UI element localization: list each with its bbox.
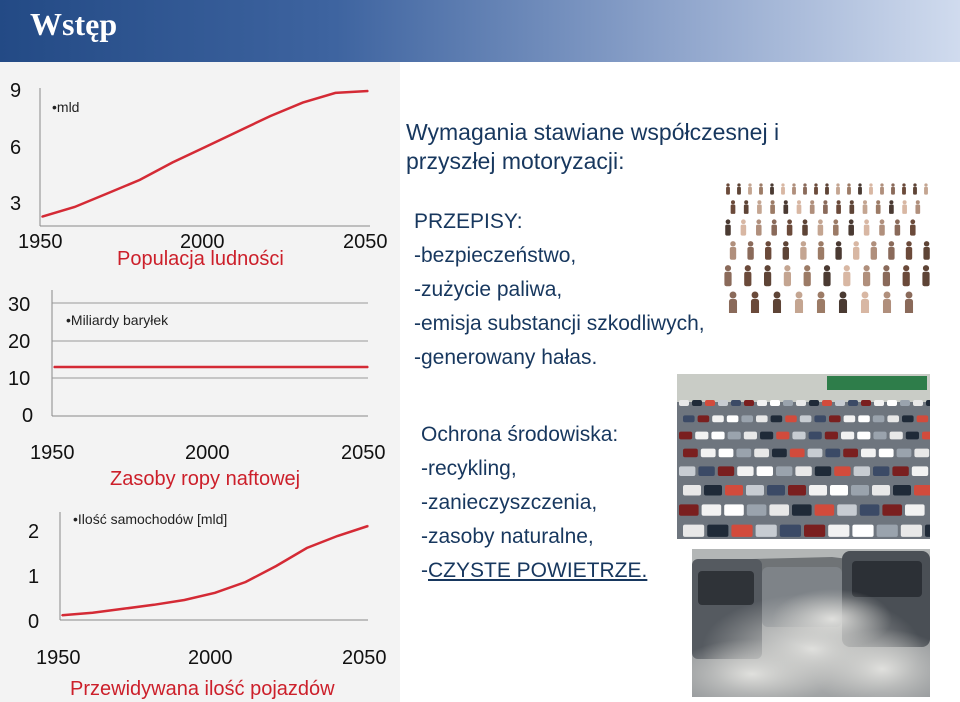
car-shape bbox=[756, 415, 768, 422]
data-point bbox=[335, 92, 337, 94]
car-shape bbox=[902, 415, 914, 422]
car-shape bbox=[914, 485, 930, 496]
data-point bbox=[275, 565, 277, 567]
przepisy-item: -generowany hałas. bbox=[414, 346, 598, 369]
y-tick-label: 30 bbox=[8, 294, 31, 316]
person-figure bbox=[803, 183, 807, 194]
car-shape bbox=[780, 525, 801, 537]
person-figure bbox=[910, 219, 916, 235]
person-figure bbox=[895, 219, 901, 235]
car-shape bbox=[873, 432, 886, 440]
person-figure bbox=[853, 241, 859, 260]
przepisy-item: -bezpieczeństwo, bbox=[414, 244, 577, 267]
person-figure bbox=[848, 219, 854, 235]
car-shape bbox=[679, 400, 689, 406]
car-shape bbox=[747, 504, 767, 515]
person-figure bbox=[861, 292, 869, 313]
oil-chart-svg bbox=[0, 272, 400, 494]
car-shape bbox=[692, 400, 702, 406]
ochrona-item: -zanieczyszczenia, bbox=[421, 491, 598, 514]
traffic-jam-icon bbox=[677, 374, 930, 539]
car-shape bbox=[841, 432, 854, 440]
clean-air-emphasis: CZYSTE POWIETRZE. bbox=[428, 559, 648, 582]
person-figure bbox=[725, 219, 731, 235]
person-figure bbox=[787, 219, 793, 235]
car-shape bbox=[785, 415, 797, 422]
x-tick-label: 1950 bbox=[30, 442, 75, 464]
data-point bbox=[139, 179, 141, 181]
person-figure bbox=[817, 292, 825, 313]
y-tick-label: 9 bbox=[10, 80, 22, 102]
person-figure bbox=[781, 183, 785, 194]
chart-title: Zasoby ropy naftowej bbox=[110, 468, 301, 490]
car-shape bbox=[906, 432, 919, 440]
person-figure bbox=[922, 265, 929, 286]
person-figure bbox=[773, 292, 781, 313]
car-shape bbox=[809, 485, 827, 496]
person-figure bbox=[751, 292, 759, 313]
car-shape bbox=[914, 449, 929, 458]
person-figure bbox=[836, 200, 841, 214]
person-figure bbox=[814, 183, 818, 194]
car-shape bbox=[804, 525, 825, 537]
car-shape bbox=[830, 485, 848, 496]
slide-title: Wstęp bbox=[30, 6, 118, 42]
data-point bbox=[367, 90, 369, 92]
crowd-icon bbox=[722, 171, 932, 313]
population-chart bbox=[0, 62, 400, 272]
person-figure bbox=[759, 183, 763, 194]
car-shape bbox=[843, 449, 858, 458]
car-shape bbox=[754, 449, 769, 458]
car-shape bbox=[679, 504, 699, 515]
y-tick-label: 1 bbox=[28, 566, 40, 588]
car-shape bbox=[800, 415, 812, 422]
car-shape bbox=[808, 449, 823, 458]
car-shape bbox=[725, 485, 743, 496]
person-figure bbox=[726, 183, 730, 194]
car-shape bbox=[757, 466, 773, 476]
data-point bbox=[306, 547, 308, 549]
x-tick-label: 1950 bbox=[18, 231, 63, 253]
data-point bbox=[53, 366, 55, 368]
car-shape bbox=[890, 432, 903, 440]
car-shape bbox=[683, 525, 704, 537]
car-shape bbox=[757, 400, 767, 406]
person-figure bbox=[833, 219, 839, 235]
legend-label: •Miliardy baryłek bbox=[66, 312, 169, 328]
car-shape bbox=[683, 449, 698, 458]
person-figure bbox=[783, 200, 788, 214]
person-figure bbox=[835, 241, 841, 260]
car-shape bbox=[913, 400, 923, 406]
person-figure bbox=[730, 241, 736, 260]
car-shape bbox=[905, 504, 925, 515]
car-shape bbox=[814, 415, 826, 422]
person-figure bbox=[863, 265, 870, 286]
przepisy-title: PRZEPISY: bbox=[414, 210, 523, 233]
person-figure bbox=[880, 183, 884, 194]
person-figure bbox=[836, 183, 840, 194]
car-shape bbox=[698, 415, 710, 422]
person-figure bbox=[731, 200, 736, 214]
exhaust-photo bbox=[692, 549, 930, 697]
series-line bbox=[62, 526, 368, 615]
car-shape bbox=[728, 432, 741, 440]
car-shape bbox=[828, 525, 849, 537]
chart-title: Przewidywana ilość pojazdów bbox=[70, 678, 335, 700]
oil-chart bbox=[0, 272, 400, 494]
y-tick-label: 20 bbox=[8, 331, 31, 353]
person-figure bbox=[810, 200, 815, 214]
car-shape bbox=[771, 415, 783, 422]
person-figure bbox=[863, 200, 868, 214]
car-shape bbox=[861, 400, 871, 406]
data-point bbox=[74, 206, 76, 208]
x-tick-label: 2050 bbox=[343, 231, 388, 253]
car-shape bbox=[829, 415, 841, 422]
person-figure bbox=[744, 200, 749, 214]
y-tick-label: 0 bbox=[22, 405, 34, 427]
car-shape bbox=[704, 485, 722, 496]
car-shape bbox=[874, 400, 884, 406]
heading-line: Wymagania stawiane współczesnej i bbox=[406, 119, 780, 145]
car-shape bbox=[741, 415, 753, 422]
car-shape bbox=[834, 466, 850, 476]
car-shape bbox=[683, 415, 695, 422]
x-tick-label: 2050 bbox=[341, 442, 386, 464]
data-point bbox=[122, 608, 124, 610]
person-figure bbox=[871, 241, 877, 260]
car-shape bbox=[877, 525, 898, 537]
car-shape bbox=[887, 415, 899, 422]
person-figure bbox=[784, 265, 791, 286]
car-shape bbox=[835, 400, 845, 406]
x-tick-label: 2000 bbox=[188, 647, 233, 669]
person-figure bbox=[765, 241, 771, 260]
ochrona-block bbox=[421, 418, 647, 588]
car-shape bbox=[767, 485, 785, 496]
car-shape bbox=[727, 415, 739, 422]
person-figure bbox=[797, 200, 802, 214]
title-bar bbox=[0, 0, 960, 62]
car-shape bbox=[731, 525, 752, 537]
car-shape bbox=[769, 504, 789, 515]
car-shape bbox=[893, 485, 911, 496]
vehicles-chart-svg bbox=[0, 494, 400, 702]
car-shape bbox=[701, 449, 716, 458]
car-shape bbox=[736, 449, 751, 458]
car-shape bbox=[922, 432, 930, 440]
person-figure bbox=[825, 183, 829, 194]
person-figure bbox=[804, 265, 811, 286]
car-shape bbox=[711, 432, 724, 440]
car-shape bbox=[861, 449, 876, 458]
person-figure bbox=[747, 241, 753, 260]
car-shape bbox=[707, 525, 728, 537]
chart-title: Populacja ludności bbox=[117, 248, 284, 270]
car-shape bbox=[796, 400, 806, 406]
car-shape bbox=[925, 525, 930, 537]
car-shape bbox=[837, 504, 857, 515]
person-figure bbox=[905, 292, 913, 313]
person-figure bbox=[823, 265, 830, 286]
data-point bbox=[172, 162, 174, 164]
exhaust-smoke-icon bbox=[692, 549, 930, 697]
data-point bbox=[367, 525, 369, 527]
car-shape bbox=[851, 485, 869, 496]
car-shape bbox=[724, 504, 744, 515]
person-figure bbox=[924, 183, 928, 194]
car-shape bbox=[783, 400, 793, 406]
car-shape bbox=[756, 525, 777, 537]
car-shape bbox=[790, 449, 805, 458]
person-figure bbox=[902, 200, 907, 214]
car-shape bbox=[695, 432, 708, 440]
person-figure bbox=[770, 183, 774, 194]
car-shape bbox=[792, 432, 805, 440]
car-shape bbox=[926, 400, 930, 406]
person-figure bbox=[888, 241, 894, 260]
person-figure bbox=[849, 200, 854, 214]
data-point bbox=[106, 193, 108, 195]
car-shape bbox=[792, 504, 812, 515]
requirements-heading bbox=[406, 118, 846, 176]
car-shape bbox=[809, 432, 822, 440]
person-figure bbox=[843, 265, 850, 286]
car-shape bbox=[770, 400, 780, 406]
person-figure bbox=[770, 200, 775, 214]
y-tick-label: 6 bbox=[10, 137, 22, 159]
car-shape bbox=[772, 449, 787, 458]
person-figure bbox=[915, 200, 920, 214]
car-shape bbox=[872, 485, 890, 496]
x-tick-label: 2000 bbox=[185, 442, 230, 464]
car-shape bbox=[679, 466, 695, 476]
person-figure bbox=[748, 183, 752, 194]
data-point bbox=[204, 146, 206, 148]
person-figure bbox=[839, 292, 847, 313]
data-point bbox=[61, 614, 63, 616]
car-shape bbox=[917, 415, 929, 422]
person-figure bbox=[818, 241, 824, 260]
person-figure bbox=[737, 183, 741, 194]
crowd-photo bbox=[722, 171, 932, 313]
car-shape bbox=[852, 525, 873, 537]
car-shape bbox=[776, 466, 792, 476]
person-figure bbox=[913, 183, 917, 194]
vehicles-chart bbox=[0, 494, 400, 702]
car-shape bbox=[854, 466, 870, 476]
person-figure bbox=[902, 183, 906, 194]
x-tick-label: 1950 bbox=[36, 647, 81, 669]
car-shape bbox=[815, 504, 835, 515]
person-figure bbox=[818, 219, 824, 235]
person-figure bbox=[757, 200, 762, 214]
car-shape bbox=[719, 449, 734, 458]
person-figure bbox=[823, 200, 828, 214]
car-shape bbox=[912, 466, 928, 476]
car-shape bbox=[901, 525, 922, 537]
data-point bbox=[153, 604, 155, 606]
person-figure bbox=[802, 219, 808, 235]
car-shape bbox=[746, 485, 764, 496]
przepisy-block bbox=[414, 205, 705, 375]
car-shape bbox=[679, 432, 692, 440]
car-shape bbox=[825, 432, 838, 440]
person-figure bbox=[891, 183, 895, 194]
person-figure bbox=[879, 219, 885, 235]
person-figure bbox=[847, 183, 851, 194]
legend-label: •mld bbox=[52, 99, 80, 115]
car-shape bbox=[825, 449, 840, 458]
person-figure bbox=[906, 241, 912, 260]
person-figure bbox=[724, 265, 731, 286]
y-tick-label: 3 bbox=[10, 193, 22, 215]
person-figure bbox=[792, 183, 796, 194]
car-shape bbox=[737, 466, 753, 476]
y-tick-label: 0 bbox=[28, 611, 40, 633]
car-shape bbox=[795, 466, 811, 476]
car-shape bbox=[744, 432, 757, 440]
car-shape bbox=[760, 432, 773, 440]
car-shape bbox=[892, 466, 908, 476]
data-point bbox=[245, 581, 247, 583]
przepisy-item: -emisja substancji szkodliwych, bbox=[414, 312, 705, 335]
car-shape bbox=[873, 466, 889, 476]
data-point bbox=[41, 216, 43, 218]
person-figure bbox=[771, 219, 777, 235]
person-figure bbox=[744, 265, 751, 286]
person-figure bbox=[889, 200, 894, 214]
data-point bbox=[214, 592, 216, 594]
car-shape bbox=[873, 415, 885, 422]
car-shape bbox=[712, 415, 724, 422]
car-shape bbox=[860, 504, 880, 515]
x-tick-label: 2000 bbox=[180, 231, 225, 253]
car-shape bbox=[815, 466, 831, 476]
person-figure bbox=[883, 292, 891, 313]
ochrona-item: -zasoby naturalne, bbox=[421, 525, 594, 548]
car-shape bbox=[887, 400, 897, 406]
car-shape bbox=[718, 400, 728, 406]
data-point bbox=[367, 366, 369, 368]
car-shape bbox=[731, 400, 741, 406]
car-shape bbox=[809, 400, 819, 406]
data-point bbox=[337, 535, 339, 537]
x-tick-label: 2050 bbox=[342, 647, 387, 669]
person-figure bbox=[741, 219, 747, 235]
data-point bbox=[237, 131, 239, 133]
person-figure bbox=[729, 292, 737, 313]
population-chart-svg bbox=[0, 62, 400, 272]
legend-label: •Ilość samochodów [mld] bbox=[73, 511, 228, 527]
data-point bbox=[302, 102, 304, 104]
ochrona-emphasis-line bbox=[421, 554, 647, 588]
person-figure bbox=[858, 183, 862, 194]
car-shape bbox=[702, 504, 722, 515]
car-shape bbox=[744, 400, 754, 406]
series-line bbox=[42, 91, 368, 217]
car-shape bbox=[858, 415, 870, 422]
person-figure bbox=[795, 292, 803, 313]
data-point bbox=[184, 599, 186, 601]
person-figure bbox=[876, 200, 881, 214]
person-figure bbox=[764, 265, 771, 286]
car-shape bbox=[857, 432, 870, 440]
car-shape bbox=[788, 485, 806, 496]
person-figure bbox=[783, 241, 789, 260]
ochrona-title: Ochrona środowiska: bbox=[421, 423, 619, 446]
car-shape bbox=[683, 485, 701, 496]
car-shape bbox=[900, 400, 910, 406]
car-shape bbox=[848, 400, 858, 406]
ochrona-item: -recykling, bbox=[421, 457, 517, 480]
person-figure bbox=[800, 241, 806, 260]
car-shape bbox=[897, 449, 912, 458]
car-shape bbox=[718, 466, 734, 476]
przepisy-item: -zużycie paliwa, bbox=[414, 278, 563, 301]
car-shape bbox=[844, 415, 856, 422]
car-shape bbox=[882, 504, 902, 515]
heading-line: przyszłej motoryzacji: bbox=[406, 148, 625, 174]
person-figure bbox=[883, 265, 890, 286]
data-point bbox=[92, 612, 94, 614]
person-figure bbox=[869, 183, 873, 194]
car-shape bbox=[822, 400, 832, 406]
car-shape bbox=[705, 400, 715, 406]
car-shape bbox=[698, 466, 714, 476]
highway-sign bbox=[827, 376, 927, 390]
person-figure bbox=[864, 219, 870, 235]
car-shape bbox=[879, 449, 894, 458]
car-shape bbox=[776, 432, 789, 440]
data-point bbox=[269, 115, 271, 117]
traffic-photo bbox=[677, 374, 930, 539]
y-tick-label: 2 bbox=[28, 521, 40, 543]
person-figure bbox=[923, 241, 929, 260]
emphasis-prefix: - bbox=[421, 559, 428, 582]
person-figure bbox=[903, 265, 910, 286]
y-tick-label: 10 bbox=[8, 368, 31, 390]
person-figure bbox=[756, 219, 762, 235]
